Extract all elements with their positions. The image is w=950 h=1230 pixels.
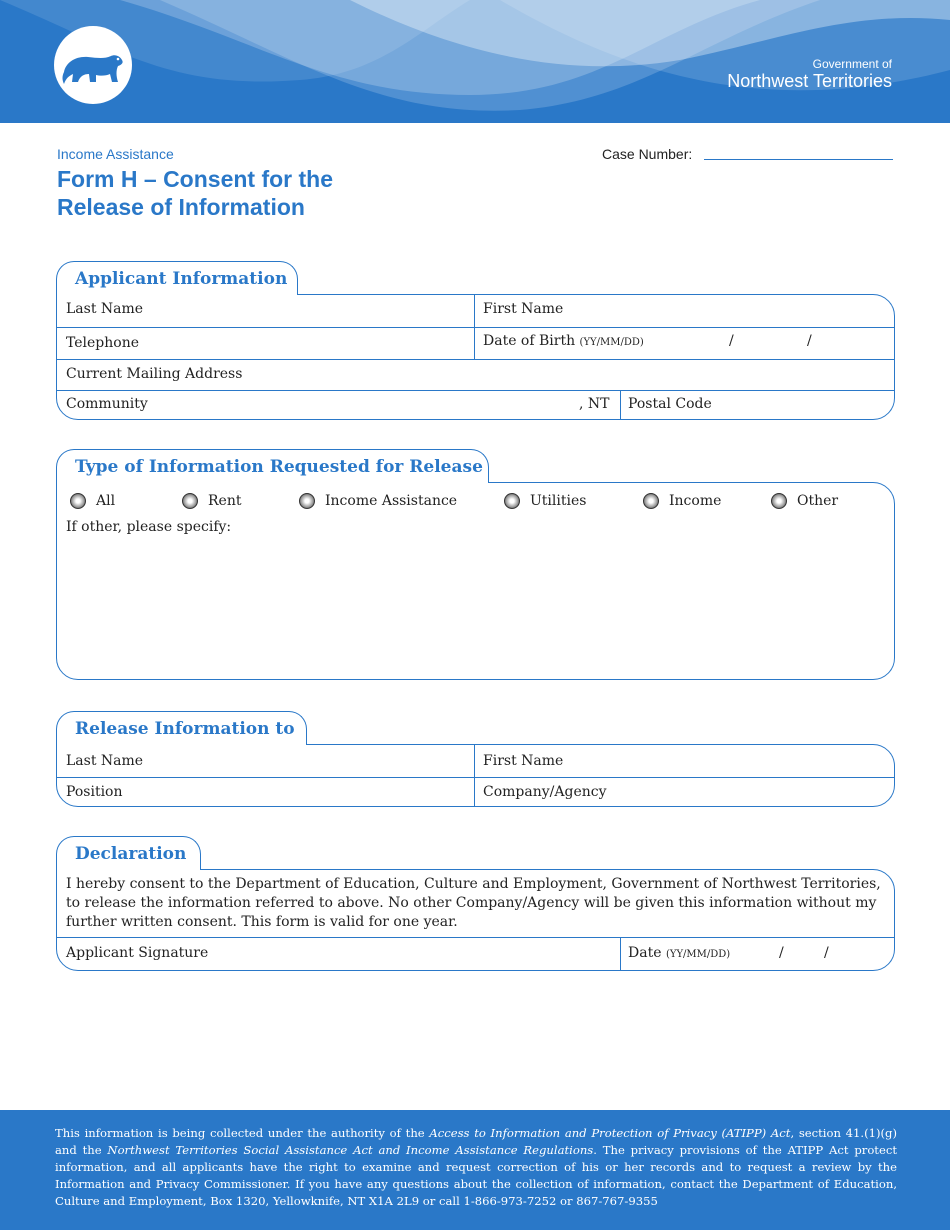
dob-format-hint: (YY/MM/DD) xyxy=(579,337,644,348)
applicant-telephone-label: Telephone xyxy=(66,335,140,351)
dob-slash-2: / xyxy=(807,333,812,349)
privacy-notice-part-1: This information is being collected under the authority of the xyxy=(55,1126,430,1140)
title-line-1: Form H – Consent for the xyxy=(57,166,334,192)
declaration-text: I hereby consent to the Department of Education, Culture and Employment, Government of Northwest Territories, to release the information referred to above. No other Company/Agency will be given this information without my further written consent. This form is valid for one year. xyxy=(66,876,881,930)
program-label: Income Assistance xyxy=(57,146,174,162)
privacy-notice xyxy=(55,1125,897,1210)
applicant-last-name-field[interactable] xyxy=(57,295,474,327)
header-banner xyxy=(0,0,950,123)
applicant-signature-label: Applicant Signature xyxy=(66,945,209,961)
release-company-field[interactable] xyxy=(474,778,895,807)
option-other[interactable] xyxy=(771,493,838,509)
option-income-assistance-label: Income Assistance xyxy=(325,493,458,509)
option-all-label: All xyxy=(96,493,116,509)
release-to-section-heading: Release Information to xyxy=(75,719,295,739)
info-type-section-tab xyxy=(56,449,489,483)
radio-all[interactable] xyxy=(70,493,86,509)
applicant-info-box xyxy=(56,294,895,420)
radio-rent[interactable] xyxy=(182,493,198,509)
option-all[interactable] xyxy=(70,493,115,509)
option-utilities-label: Utilities xyxy=(530,493,587,509)
declaration-signature-row xyxy=(57,937,894,971)
release-to-box xyxy=(56,744,895,807)
declaration-section-heading: Declaration xyxy=(75,844,187,864)
title-line-2: Release of Information xyxy=(57,194,305,220)
dob-label-text: Date of Birth xyxy=(483,333,576,349)
atipp-act-name: Access to Information and Protection of Privacy (ATIPP) Act xyxy=(429,1126,791,1140)
applicant-community-label: Community xyxy=(66,396,148,412)
declaration-section-tab xyxy=(56,836,201,870)
option-rent-label: Rent xyxy=(208,493,242,509)
applicant-postal-code-field[interactable] xyxy=(620,391,895,420)
northwest-territories-label: Northwest Territories xyxy=(727,71,892,91)
release-to-section-tab xyxy=(56,711,307,745)
date-slash-2: / xyxy=(824,945,829,961)
wave-decoration xyxy=(0,0,950,123)
applicant-section-tab xyxy=(56,261,298,295)
dob-slash-1: / xyxy=(729,333,734,349)
applicant-row-name xyxy=(57,295,894,327)
page-title xyxy=(57,165,477,221)
release-row-name xyxy=(57,745,894,777)
radio-income-assistance[interactable] xyxy=(299,493,315,509)
release-first-name-field[interactable] xyxy=(474,745,895,777)
option-income[interactable] xyxy=(643,493,721,509)
info-type-box xyxy=(56,482,895,680)
date-slash-1: / xyxy=(779,945,784,961)
case-number-input[interactable] xyxy=(704,159,893,160)
option-income-assistance[interactable] xyxy=(299,493,457,509)
case-number-label: Case Number: xyxy=(602,146,693,162)
release-last-name-field[interactable] xyxy=(57,745,474,777)
applicant-first-name-field[interactable] xyxy=(474,295,895,327)
declaration-box xyxy=(56,869,895,971)
applicant-dob-field[interactable] xyxy=(474,328,895,359)
option-rent[interactable] xyxy=(182,493,241,509)
applicant-section-heading: Applicant Information xyxy=(75,269,288,289)
nt-suffix-label: , NT xyxy=(579,396,610,412)
release-row-position xyxy=(57,777,894,807)
footer-banner xyxy=(0,1110,950,1230)
applicant-mailing-address-field[interactable] xyxy=(57,360,895,390)
applicant-mailing-address-label: Current Mailing Address xyxy=(66,366,243,382)
date-label-text: Date xyxy=(628,945,662,961)
applicant-row-address xyxy=(57,359,894,390)
option-utilities[interactable] xyxy=(504,493,586,509)
applicant-community-field[interactable] xyxy=(57,391,620,420)
radio-other[interactable] xyxy=(771,493,787,509)
other-specify-label: If other, please specify: xyxy=(66,519,232,535)
other-specify-textarea[interactable] xyxy=(66,541,886,671)
applicant-postal-code-label: Postal Code xyxy=(628,396,712,412)
applicant-signature-field[interactable] xyxy=(57,938,620,971)
privacy-notice-part-3: . The privacy provisions of the ATIPP Act protect information, and all applicants have the right to examine and request correction of his or her records and to request a review by the Information and Privacy Commissioner. If you have any questions about the collection of information, contact the Department of Education, Culture and Employment, Box 1320, Yellowknife, NT X1A 2L9 or call 1-866-973-7252 or 867-767-9355 xyxy=(55,1143,897,1208)
applicant-telephone-field[interactable] xyxy=(57,328,474,359)
government-of-label: Government of xyxy=(812,57,892,71)
declaration-date-field[interactable] xyxy=(620,938,895,971)
privacy-notice-part-2: , section 41.(1)(g) and the xyxy=(55,1126,897,1157)
release-first-name-label: First Name xyxy=(483,753,564,769)
release-position-label: Position xyxy=(66,784,123,800)
radio-income[interactable] xyxy=(643,493,659,509)
option-income-label: Income xyxy=(669,493,722,509)
applicant-row-phone xyxy=(57,327,894,359)
option-other-label: Other xyxy=(797,493,839,509)
declaration-date-label xyxy=(628,945,730,961)
release-last-name-label: Last Name xyxy=(66,753,144,769)
social-assistance-act-name: Northwest Territories Social Assistance Act and Income Assistance Regulations xyxy=(107,1143,594,1157)
release-company-label: Company/Agency xyxy=(483,784,607,800)
release-position-field[interactable] xyxy=(57,778,474,807)
polar-bear-icon xyxy=(54,26,132,104)
applicant-first-name-label: First Name xyxy=(483,301,564,317)
radio-utilities[interactable] xyxy=(504,493,520,509)
info-type-section-heading: Type of Information Requested for Release xyxy=(75,457,483,477)
applicant-row-community xyxy=(57,390,894,420)
applicant-last-name-label: Last Name xyxy=(66,301,144,317)
declaration-text-row xyxy=(57,870,894,937)
applicant-dob-label xyxy=(483,333,644,349)
date-format-hint: (YY/MM/DD) xyxy=(665,949,731,960)
